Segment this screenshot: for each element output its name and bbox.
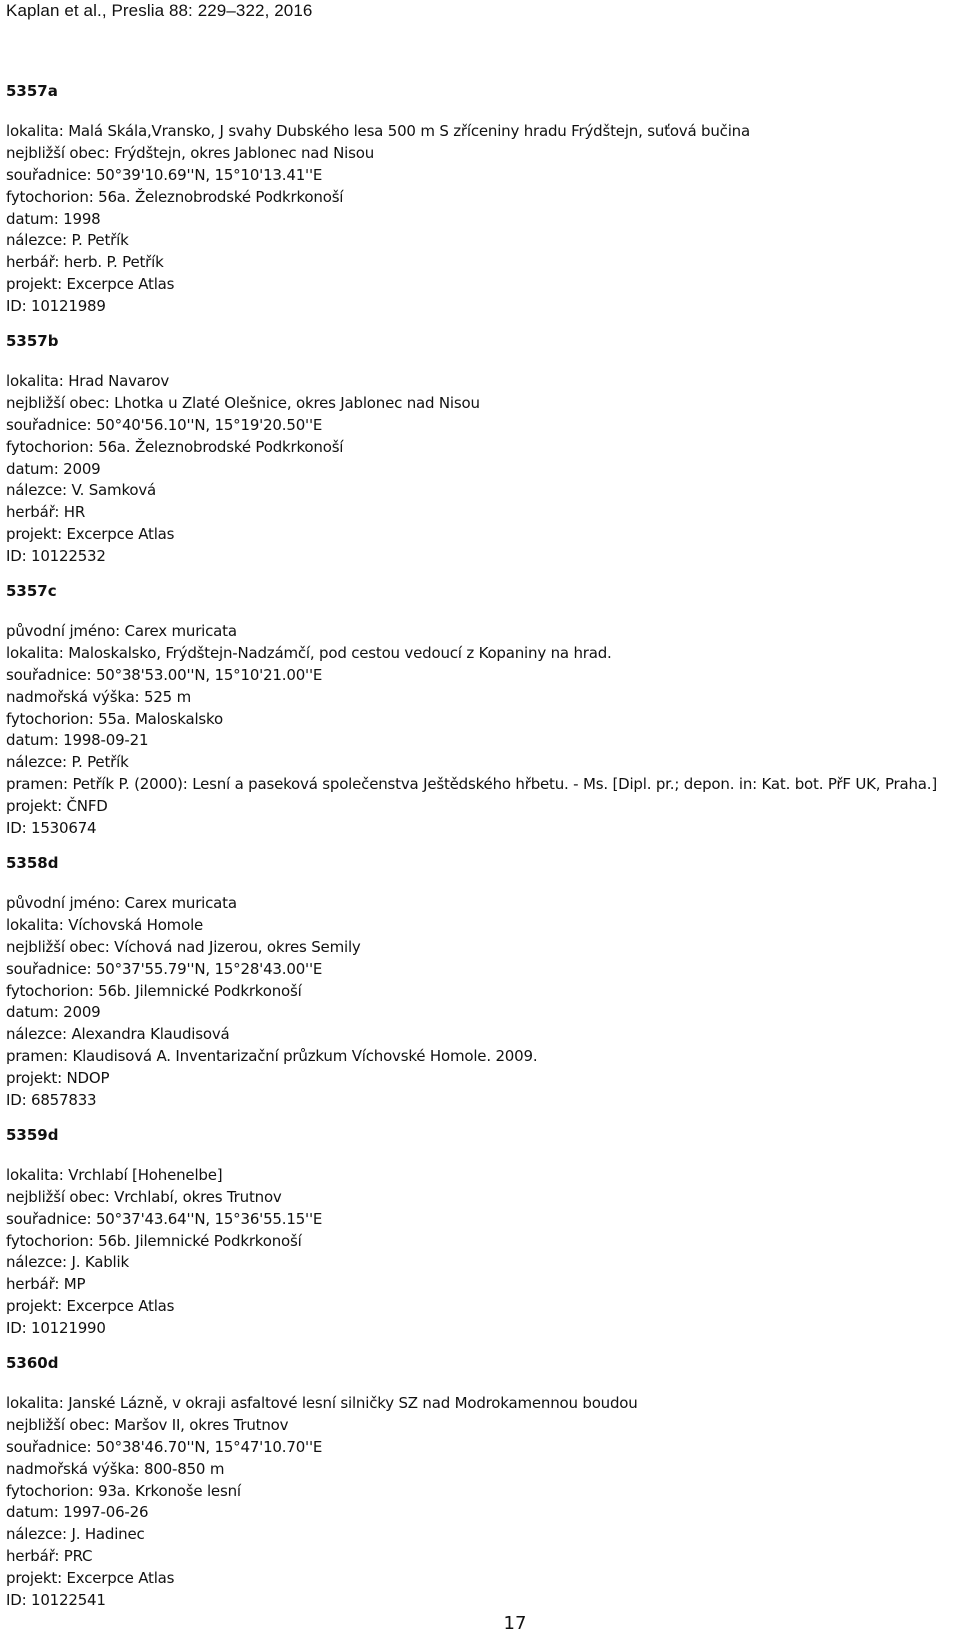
field-altitude: nadmořská výška: 800-850 m [6,1459,225,1478]
field-phytochorion: fytochorion: 56a. Železnobrodské Podkrkonoší [6,187,344,206]
record-heading: 5357c [6,582,57,601]
record-heading: 5358d [6,853,59,872]
field-herbarium: herbář: PRC [6,1547,93,1566]
field-locality: lokalita: Vrchlabí [Hohenelbe] [6,1165,223,1184]
record-heading: 5359d [6,1125,59,1144]
field-nearest-town: nejbližší obec: Vrchlabí, okres Trutnov [6,1187,282,1206]
record [6,1352,954,1612]
field-collector: nálezce: J. Kablik [6,1253,129,1272]
field-coordinates: souřadnice: 50°37'55.79''N, 15°28'43.00''E [6,959,323,978]
field-collector: nálezce: J. Hadinec [6,1525,145,1544]
field-herbarium: herbář: herb. P. Petřík [6,253,164,272]
field-locality: lokalita: Hrad Navarov [6,372,170,391]
field-locality: lokalita: Malá Skála,Vransko, J svahy Dubského lesa 500 m S zříceniny hradu Frýdštejn, suťová bučina [6,122,750,140]
field-date: datum: 2009 [6,1003,101,1022]
field-coordinates: souřadnice: 50°37'43.64''N, 15°36'55.15''E [6,1209,323,1228]
running-head: Kaplan et al., Preslia 88: 229–322, 2016 [6,1,313,20]
field-nearest-town: nejbližší obec: Lhotka u Zlaté Olešnice, okres Jablonec nad Nisou [6,393,480,412]
field-coordinates: souřadnice: 50°38'53.00''N, 15°10'21.00''E [6,665,323,684]
field-locality: lokalita: Víchovská Homole [6,915,204,934]
field-date: datum: 1998-09-21 [6,731,149,750]
field-collector: nálezce: V. Samková [6,481,157,500]
record [6,1124,954,1340]
field-original-name: původní jméno: Carex muricata [6,893,237,912]
record [6,80,954,318]
field-project: projekt: Excerpce Atlas [6,525,175,544]
field-collector: nálezce: P. Petřík [6,753,129,772]
field-herbarium: herbář: HR [6,503,86,522]
field-project: projekt: Excerpce Atlas [6,275,175,294]
record [6,330,954,568]
field-coordinates: souřadnice: 50°39'10.69''N, 15°10'13.41''E [6,165,323,184]
field-id: ID: 1530674 [6,819,97,838]
field-phytochorion: fytochorion: 56a. Železnobrodské Podkrkonoší [6,437,344,456]
field-original-name: původní jméno: Carex muricata [6,622,237,641]
field-coordinates: souřadnice: 50°40'56.10''N, 15°19'20.50''E [6,415,323,434]
field-collector: nálezce: Alexandra Klaudisová [6,1025,230,1044]
field-id: ID: 10121990 [6,1319,106,1338]
field-id: ID: 10121989 [6,297,106,316]
record-heading: 5360d [6,1353,59,1372]
field-nearest-town: nejbližší obec: Maršov II, okres Trutnov [6,1415,289,1434]
field-project: projekt: ČNFD [6,797,108,816]
field-id: ID: 10122532 [6,547,106,566]
field-source: pramen: Klaudisová A. Inventarizační průzkum Víchovské Homole. 2009. [6,1047,538,1066]
record [6,580,954,840]
field-source: pramen: Petřík P. (2000): Lesní a paseková společenstva Ještědského hřbetu. - Ms. [Dipl. pr.; depon. in: Kat. bot. PřF UK, Praha.] [6,775,937,794]
field-id: ID: 6857833 [6,1090,97,1109]
field-nearest-town: nejbližší obec: Víchová nad Jizerou, okres Semily [6,937,361,956]
record [6,852,954,1112]
field-phytochorion: fytochorion: 56b. Jilemnické Podkrkonoší [6,1231,302,1250]
field-date: datum: 1997-06-26 [6,1503,149,1522]
field-date: datum: 1998 [6,209,101,228]
field-id: ID: 10122541 [6,1590,106,1609]
field-locality: lokalita: Janské Lázně, v okraji asfaltové lesní silničky SZ nad Modrokamennou boudou [6,1393,638,1412]
field-phytochorion: fytochorion: 93a. Krkonoše lesní [6,1481,241,1500]
field-project: projekt: Excerpce Atlas [6,1297,175,1316]
record-heading: 5357b [6,332,59,351]
field-altitude: nadmořská výška: 525 m [6,687,191,706]
field-nearest-town: nejbližší obec: Frýdštejn, okres Jablonec nad Nisou [6,143,375,162]
field-herbarium: herbář: MP [6,1275,86,1294]
record-list [6,80,954,1624]
field-locality: lokalita: Maloskalsko, Frýdštejn-Nadzámčí, pod cestou vedoucí z Kopaniny na hrad. [6,643,612,662]
page-number: 17 [503,1613,527,1634]
field-phytochorion: fytochorion: 56b. Jilemnické Podkrkonoší [6,981,302,1000]
field-date: datum: 2009 [6,459,101,478]
field-phytochorion: fytochorion: 55a. Maloskalsko [6,709,223,728]
field-coordinates: souřadnice: 50°38'46.70''N, 15°47'10.70''E [6,1437,323,1456]
field-project: projekt: NDOP [6,1069,110,1088]
record-heading: 5357a [6,82,58,100]
field-project: projekt: Excerpce Atlas [6,1569,175,1588]
field-collector: nálezce: P. Petřík [6,231,129,250]
